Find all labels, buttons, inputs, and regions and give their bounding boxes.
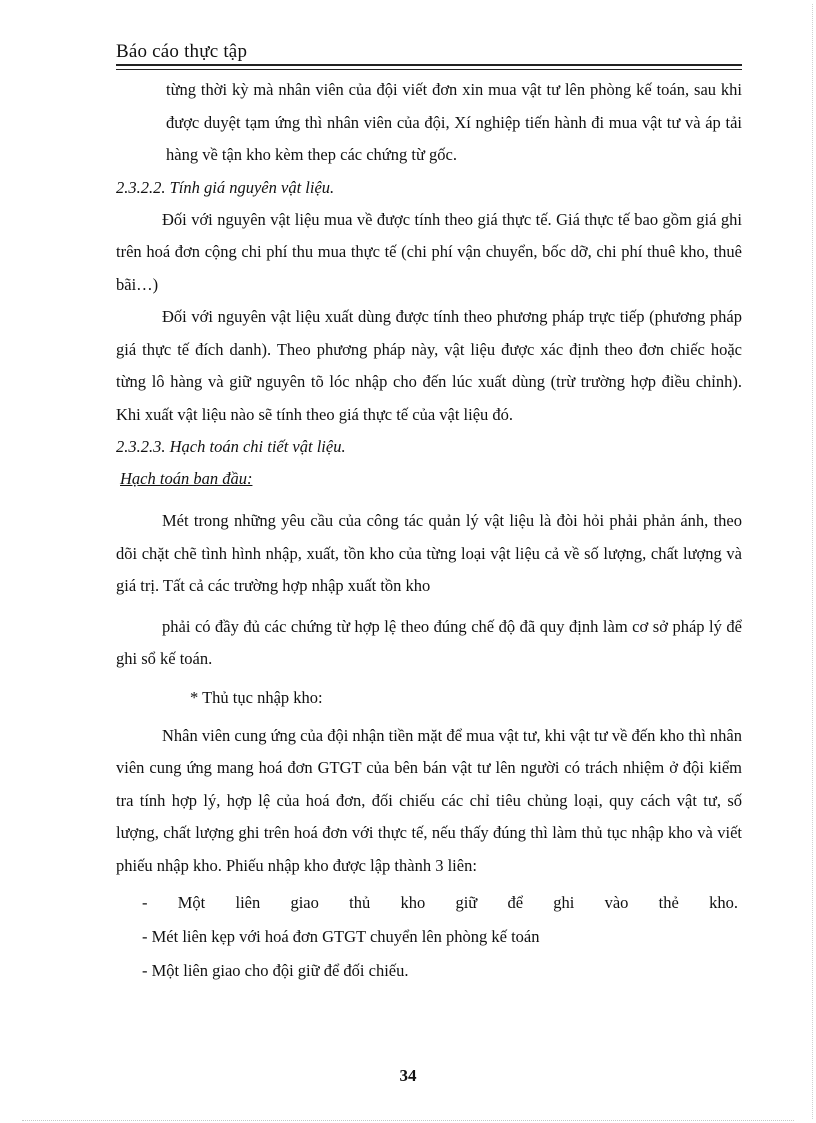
list-word: vào bbox=[604, 893, 629, 912]
paragraph-continuation: từng thời kỳ mà nhân viên của đội viết đơn xin mua vật tư lên phòng kế toán, sau khi được duyệt tạm ứng thì nhân viên của đội, Xí nghiệp tiến hành đi mua vật tư và áp tải hàng về tận kho kèm thep các chứng từ gốc. bbox=[166, 80, 742, 164]
procedure-heading: * Thủ tục nhập kho: bbox=[190, 687, 323, 707]
list-word: thẻ bbox=[658, 893, 679, 912]
list-item-copy-2: - Mét liên kẹp với hoá đơn GTGT chuyển lên phòng kế toán bbox=[142, 927, 540, 946]
header-rule-thin bbox=[116, 69, 742, 70]
paragraph-receiving-procedure: Nhân viên cung ứng của đội nhận tiền mặt để mua vật tư, khi vật tư về đến kho thì nhân viên cung ứng mang hoá đơn GTGT của bên bán vật tư lên người có trách nhiệm ở đội kiểm tra tính hợp lý, hợp lệ của hoá đơn, đối chiếu các chỉ tiêu chủng loại, quy cách vật tư, số lượng, chất lượng ghi trên hoá đơn với thực tế, nếu thấy đúng thì làm thủ tục nhập kho và viết phiếu nhập kho. Phiếu nhập kho được lập thành 3 liên: bbox=[116, 725, 742, 875]
header-title: Báo cáo thực tập bbox=[116, 41, 248, 62]
right-dotted-rule bbox=[812, 4, 813, 1119]
document-body bbox=[116, 74, 742, 988]
list-word: để bbox=[507, 893, 524, 912]
list-word: giao bbox=[290, 893, 319, 912]
list-word: Một bbox=[177, 893, 206, 912]
header-rule-thick bbox=[116, 64, 742, 66]
section-heading-detail-accounting: 2.3.2.3. Hạch toán chi tiết vật liệu. bbox=[116, 437, 346, 456]
paragraph-documents: phải có đầy đủ các chứng từ hợp lệ theo đúng chế độ đã quy định làm cơ sở pháp lý để ghi sổ kế toán. bbox=[116, 616, 742, 668]
list-word: kho bbox=[400, 893, 426, 912]
paragraph-purchase-pricing: Đối với nguyên vật liệu mua về được tính theo giá thực tế. Giá thực tế bao gồm giá ghi trên hoá đơn cộng chi phí thu mua thực tế (chi phí vận chuyển, bốc dỡ, chi phí thuê kho, thuê bãi…) bbox=[116, 209, 742, 294]
footer-dotted-rule bbox=[22, 1120, 794, 1121]
list-word: kho. bbox=[709, 893, 738, 912]
list-item-copy-3: - Một liên giao cho đội giữ để đối chiếu. bbox=[142, 961, 409, 980]
paragraph-issue-pricing: Đối với nguyên vật liệu xuất dùng được tính theo phương pháp trực tiếp (phương pháp giá thực tế đích danh). Theo phương pháp này, vật liệu được xác định theo đơn chiếc hoặc từng lô hàng và giữ nguyên tõ lóc nhập cho đến lúc xuất dùng (trừ trường hợp điều chỉnh). Khi xuất vật liệu nào sẽ tính theo giá thực tế của vật liệu đó. bbox=[116, 307, 742, 424]
list-word: giữ bbox=[455, 893, 478, 912]
paragraph-management-requirement: Mét trong những yêu cầu của công tác quản lý vật liệu là đòi hỏi phải phản ánh, theo dõi chặt chẽ tình hình nhập, xuất, tồn kho của từng loại vật liệu cả về số lượng, chất lượng và giá trị. Tất cả các trường hợp nhập xuất tồn kho bbox=[116, 511, 742, 595]
list-word: liên bbox=[235, 893, 261, 912]
page-number: 34 bbox=[399, 1066, 417, 1085]
subheading-initial-accounting: Hạch toán ban đầu: bbox=[120, 469, 253, 488]
list-word: - bbox=[142, 893, 148, 912]
list-item-copy-1 bbox=[116, 886, 742, 920]
list-word: ghi bbox=[553, 893, 575, 912]
list-word: thủ bbox=[349, 893, 371, 912]
section-heading-pricing: 2.3.2.2. Tính giá nguyên vật liệu. bbox=[116, 177, 335, 197]
page-header bbox=[116, 40, 742, 64]
